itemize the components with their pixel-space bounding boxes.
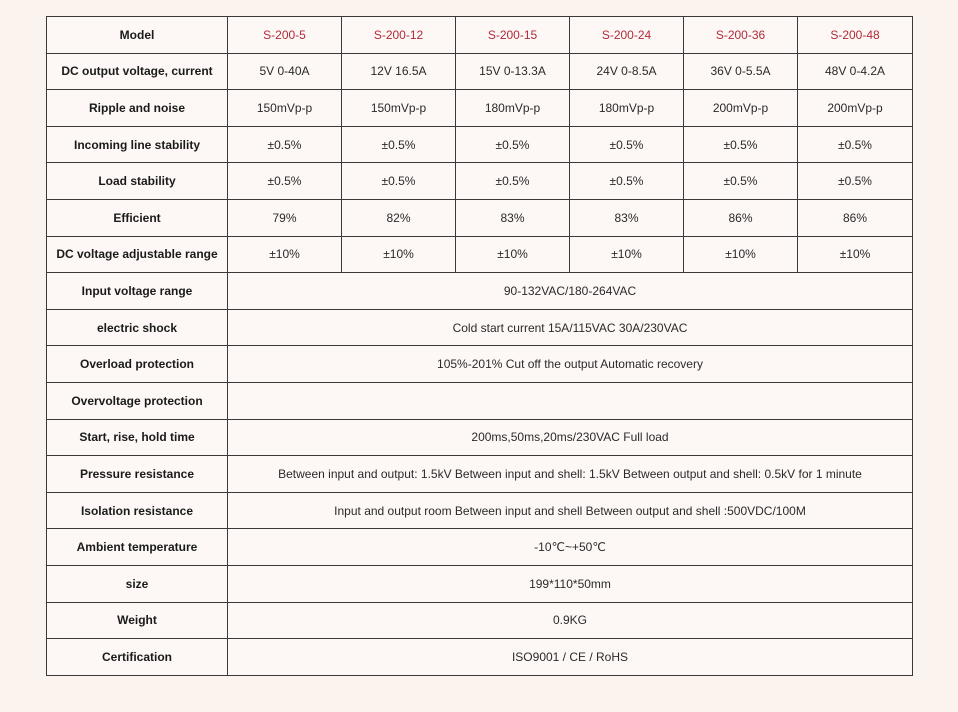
table-cell: ±0.5%: [342, 126, 456, 163]
model-cell: S-200-36: [684, 17, 798, 54]
electric-shock-row: [47, 309, 913, 346]
table-cell: 36V 0-5.5A: [684, 53, 798, 90]
input-voltage-row: [47, 273, 913, 310]
row-label: Efficient: [47, 199, 228, 236]
table-cell: 199*110*50mm: [228, 565, 913, 602]
model-cell: S-200-12: [342, 17, 456, 54]
table-cell: ±10%: [798, 236, 913, 273]
table-cell: 200mVp-p: [798, 90, 913, 127]
row-label: DC voltage adjustable range: [47, 236, 228, 273]
table-cell: 86%: [684, 199, 798, 236]
table-cell: ±0.5%: [570, 126, 684, 163]
isolation-resistance-row: [47, 492, 913, 529]
table-cell: 200ms,50ms,20ms/230VAC Full load: [228, 419, 913, 456]
table-cell: 24V 0-8.5A: [570, 53, 684, 90]
table-cell: 105%-201% Cut off the output Automatic recovery: [228, 346, 913, 383]
table-cell: ±10%: [456, 236, 570, 273]
table-cell: 86%: [798, 199, 913, 236]
model-cell: S-200-48: [798, 17, 913, 54]
table-cell: ±10%: [684, 236, 798, 273]
adjustable-range-row: [47, 236, 913, 273]
table-cell: 5V 0-40A: [228, 53, 342, 90]
table-cell: 12V 16.5A: [342, 53, 456, 90]
ambient-temperature-row: [47, 529, 913, 566]
table-cell: ±0.5%: [684, 163, 798, 200]
row-label: Start, rise, hold time: [47, 419, 228, 456]
efficiency-row: [47, 199, 913, 236]
table-cell: ±0.5%: [798, 163, 913, 200]
model-cell: S-200-5: [228, 17, 342, 54]
table-cell: 48V 0-4.2A: [798, 53, 913, 90]
row-label: size: [47, 565, 228, 602]
table-cell: 200mVp-p: [684, 90, 798, 127]
table-cell: 15V 0-13.3A: [456, 53, 570, 90]
table-cell: 150mVp-p: [342, 90, 456, 127]
table-cell: 83%: [456, 199, 570, 236]
row-label: electric shock: [47, 309, 228, 346]
start-rise-hold-row: [47, 419, 913, 456]
overload-protection-row: [47, 346, 913, 383]
row-label: Overvoltage protection: [47, 382, 228, 419]
table-cell: ±0.5%: [228, 126, 342, 163]
table-cell: 180mVp-p: [456, 90, 570, 127]
row-label: Isolation resistance: [47, 492, 228, 529]
model-cell: S-200-24: [570, 17, 684, 54]
table-cell: Input and output room Between input and shell Between output and shell :500VDC/100M: [228, 492, 913, 529]
table-cell: 150mVp-p: [228, 90, 342, 127]
table-cell: Cold start current 15A/115VAC 30A/230VAC: [228, 309, 913, 346]
table-cell: ±0.5%: [570, 163, 684, 200]
size-row: [47, 565, 913, 602]
row-label: Certification: [47, 639, 228, 676]
spec-table: [46, 16, 913, 676]
row-label: Ambient temperature: [47, 529, 228, 566]
table-cell: 180mVp-p: [570, 90, 684, 127]
row-label: Weight: [47, 602, 228, 639]
row-label: Load stability: [47, 163, 228, 200]
pressure-resistance-row: [47, 456, 913, 493]
table-cell: ±0.5%: [342, 163, 456, 200]
table-cell: 82%: [342, 199, 456, 236]
table-cell: ±0.5%: [798, 126, 913, 163]
table-cell: ±0.5%: [684, 126, 798, 163]
table-cell: -10℃~+50℃: [228, 529, 913, 566]
row-label: Input voltage range: [47, 273, 228, 310]
row-label: Pressure resistance: [47, 456, 228, 493]
certification-row: [47, 639, 913, 676]
overvoltage-protection-row: [47, 382, 913, 419]
row-label: Overload protection: [47, 346, 228, 383]
ripple-noise-row: [47, 90, 913, 127]
table-cell: Between input and output: 1.5kV Between input and shell: 1.5kV Between output and shell: 0.5kV for 1 minute: [228, 456, 913, 493]
table-cell: 83%: [570, 199, 684, 236]
table-cell: [228, 382, 913, 419]
model-row: [47, 17, 913, 54]
table-cell: 79%: [228, 199, 342, 236]
table-cell: 90-132VAC/180-264VAC: [228, 273, 913, 310]
model-cell: S-200-15: [456, 17, 570, 54]
table-cell: ±0.5%: [228, 163, 342, 200]
row-label: Ripple and noise: [47, 90, 228, 127]
row-label: Model: [47, 17, 228, 54]
table-cell: ±10%: [570, 236, 684, 273]
row-label: DC output voltage, current: [47, 53, 228, 90]
table-cell: ISO9001 / CE / RoHS: [228, 639, 913, 676]
output-voltage-current-row: [47, 53, 913, 90]
weight-row: [47, 602, 913, 639]
table-cell: 0.9KG: [228, 602, 913, 639]
table-cell: ±0.5%: [456, 163, 570, 200]
row-label: Incoming line stability: [47, 126, 228, 163]
table-cell: ±0.5%: [456, 126, 570, 163]
spec-table-container: [46, 16, 912, 676]
table-cell: ±10%: [342, 236, 456, 273]
table-cell: ±10%: [228, 236, 342, 273]
line-stability-row: [47, 126, 913, 163]
load-stability-row: [47, 163, 913, 200]
